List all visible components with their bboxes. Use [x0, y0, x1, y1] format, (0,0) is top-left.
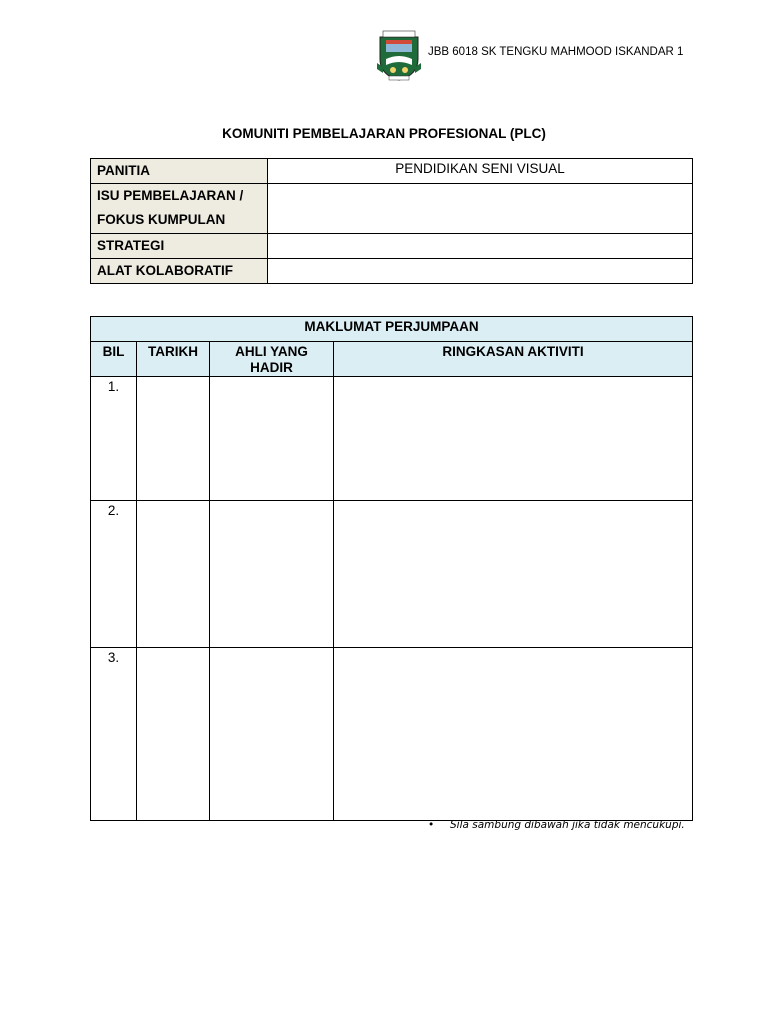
column-header-ahli-text: AHLI YANG HADIR: [235, 344, 308, 375]
row-ahli[interactable]: [210, 377, 334, 501]
column-header-ahli: [210, 342, 334, 377]
row-tarikh[interactable]: [137, 501, 210, 648]
row-ringkasan[interactable]: [334, 501, 693, 648]
row-bil: 1.: [91, 377, 137, 501]
isu-label-line-1: ISU PEMBELAJARAN /: [97, 188, 244, 203]
row-tarikh[interactable]: [137, 648, 210, 821]
isu-value[interactable]: [268, 184, 693, 234]
table-row: [91, 648, 693, 821]
school-header-text: JBB 6018 SK TENGKU MAHMOOD ISKANDAR 1: [428, 46, 684, 58]
alat-kolaboratif-label: ALAT KOLABORATIF: [91, 259, 268, 284]
meeting-table: [90, 316, 693, 821]
isu-label-line-2: FOKUS KUMPULAN: [97, 212, 226, 227]
row-ahli[interactable]: [210, 648, 334, 821]
row-ringkasan[interactable]: [334, 648, 693, 821]
column-header-ringkasan: RINGKASAN AKTIVITI: [334, 342, 693, 377]
bullet-icon: •: [428, 819, 435, 831]
row-bil: 3.: [91, 648, 137, 821]
strategi-label: STRATEGI: [91, 234, 268, 259]
row-ringkasan[interactable]: [334, 377, 693, 501]
continuation-note-text: Sila sambung dibawah jika tidak mencukupi.: [450, 819, 685, 831]
row-ahli[interactable]: [210, 501, 334, 648]
document-title: KOMUNITI PEMBELAJARAN PROFESIONAL (PLC): [222, 126, 546, 141]
meeting-table-title: MAKLUMAT PERJUMPAAN: [91, 317, 693, 342]
column-header-tarikh: TARIKH: [137, 342, 210, 377]
table-row: [91, 377, 693, 501]
school-crest-logo: [377, 29, 421, 81]
alat-kolaboratif-value[interactable]: [268, 259, 693, 284]
panitia-value[interactable]: PENDIDIKAN SENI VISUAL: [268, 159, 693, 184]
panitia-label: PANITIA: [91, 159, 268, 184]
row-tarikh[interactable]: [137, 377, 210, 501]
continuation-note: [428, 819, 685, 831]
table-row: [91, 501, 693, 648]
column-header-bil: BIL: [91, 342, 137, 377]
isu-label: [91, 184, 268, 234]
row-bil: 2.: [91, 501, 137, 648]
strategi-value[interactable]: [268, 234, 693, 259]
plc-info-table: [90, 158, 693, 284]
